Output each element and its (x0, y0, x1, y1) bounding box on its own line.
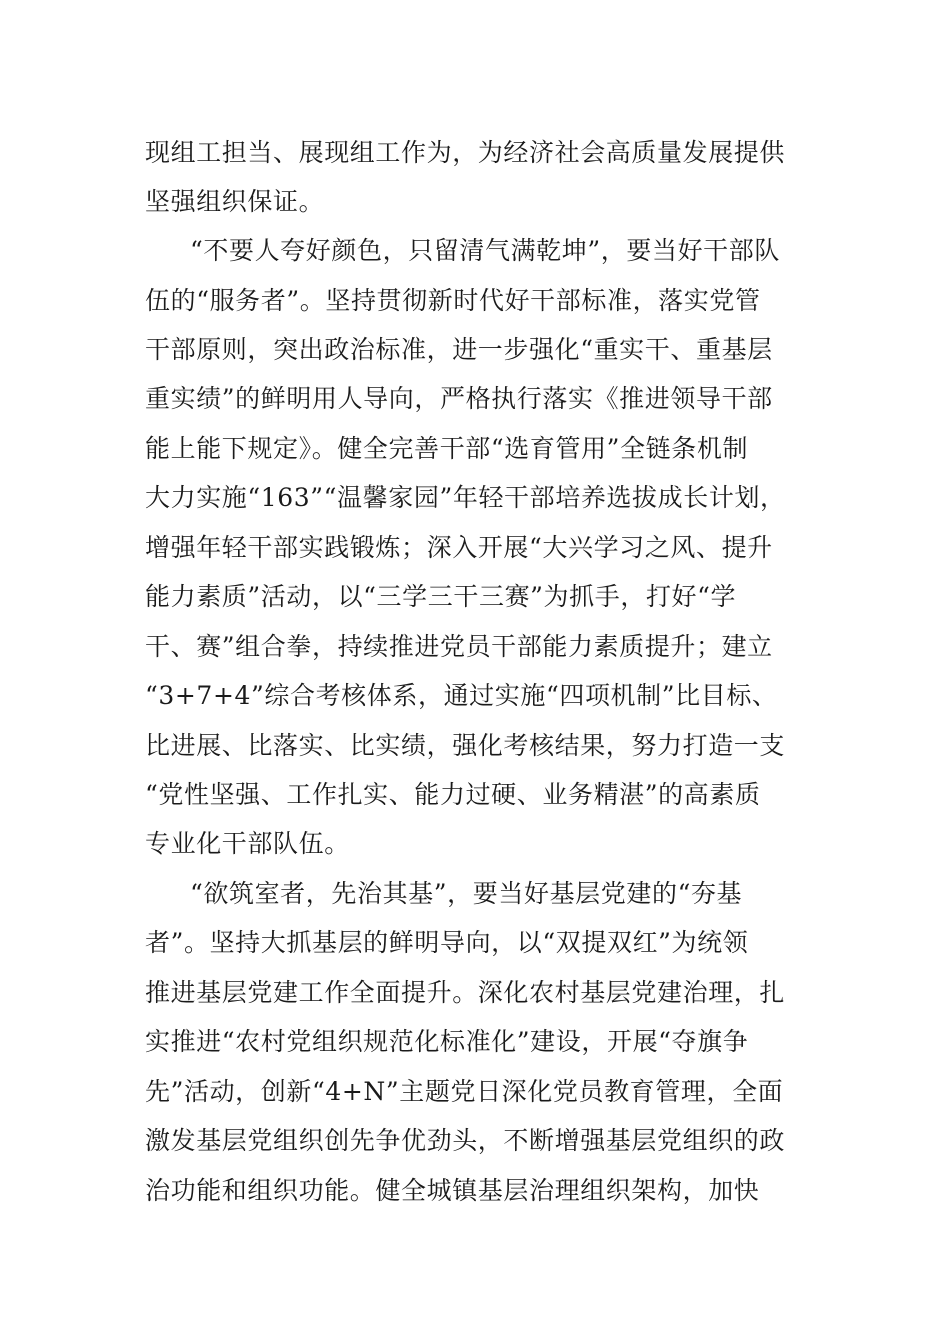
paragraph-start-line: “不要人夸好颜色，只留清气满乾坤”，要当好干部队 (190, 236, 780, 265)
text-line: 伍的“服务者”。坚持贯彻新时代好干部标准，落实党管 (145, 286, 761, 315)
text-line: 干、赛”组合拳，持续推进党员干部能力素质提升；建立 (145, 632, 773, 661)
text-line: 干部原则，突出政治标准，进一步强化“重实干、重基层 (145, 335, 773, 364)
text-line: 重实绩”的鲜明用人导向，严格执行落实《推进领导干部 (145, 384, 773, 413)
text-line: 专业化干部队伍。 (145, 829, 350, 858)
text-line: 增强年轻干部实践锻炼；深入开展“大兴学习之风、提升 (145, 533, 773, 562)
text-line: “党性坚强、工作扎实、能力过硬、业务精湛”的高素质 (145, 780, 761, 809)
text-line: 激发基层党组织创先争优劲头，不断增强基层党组织的政 (145, 1126, 786, 1155)
text-line: 比进展、比落实、比实绩，强化考核结果，努力打造一支 (145, 731, 786, 760)
text-line: 大力实施“163”“温馨家园”年轻干部培养选拔成长计划， (145, 483, 786, 512)
text-line: 推进基层党建工作全面提升。深化农村基层党建治理，扎 (145, 978, 786, 1007)
text-line: 能上能下规定》。健全完善干部“选育管用”全链条机制 (145, 434, 749, 463)
text-line: 能力素质”活动，以“三学三干三赛”为抓手，打好“学 (145, 582, 737, 611)
text-line: 坚强组织保证。 (145, 187, 325, 216)
text-line: 治功能和组织功能。健全城镇基层治理组织架构，加快 (145, 1176, 760, 1205)
text-line: “3+7+4”综合考核体系，通过实施“四项机制”比目标、 (145, 681, 778, 710)
text-line: 实推进“农村党组织规范化标准化”建设，开展“夺旗争 (145, 1027, 749, 1056)
paragraph-start-line: “欲筑室者，先治其基”，要当好基层党建的“夯基 (190, 879, 743, 908)
text-line: 现组工担当、展现组工作为，为经济社会高质量发展提供 (145, 138, 786, 167)
text-line: 者”。坚持大抓基层的鲜明导向，以“双提双红”为统领 (145, 928, 749, 957)
text-line: 先”活动，创新“4+N”主题党日深化党员教育管理，全面 (145, 1077, 784, 1106)
